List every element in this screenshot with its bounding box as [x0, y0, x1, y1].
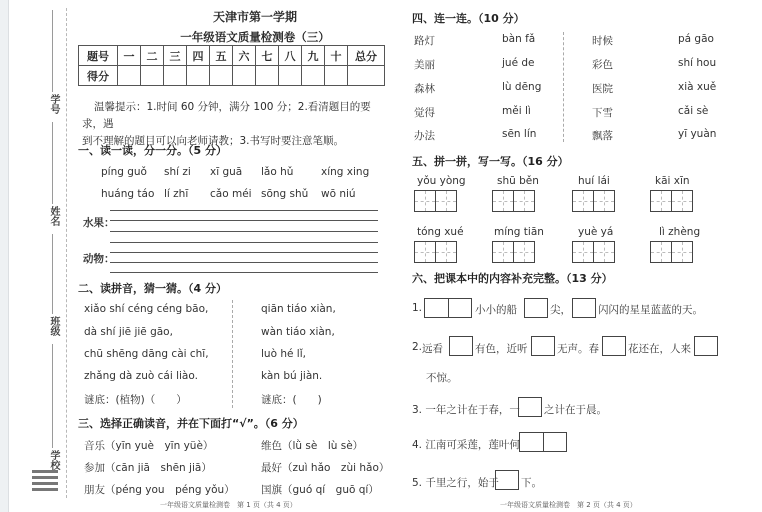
fill-box[interactable]	[531, 336, 555, 356]
fill-box[interactable]	[524, 298, 548, 318]
hint-line-1: 温馨提示：1.时间 60 分钟，满分 100 分；2.看清题目的要求，遇	[82, 101, 371, 130]
answer-line[interactable]	[110, 252, 378, 253]
reading-choice[interactable]: 国旗（guó qí guō qí）	[261, 484, 379, 496]
score-cell: 一	[118, 46, 141, 66]
binding-label-class: 班级	[48, 316, 59, 336]
fill-text: 不惊。	[426, 372, 458, 384]
match-right-pinyin[interactable]: pá gāo	[678, 33, 714, 45]
pinyin-word: huáng táo	[101, 188, 155, 200]
score-cell: 六	[233, 46, 256, 66]
writing-grid[interactable]	[572, 241, 615, 263]
fill-text: 5. 千里之行，始于	[412, 477, 499, 489]
match-left-pinyin[interactable]: bàn fǎ	[502, 33, 536, 45]
label-fruit: 水果：	[83, 217, 115, 229]
hint-line-2: 到不理解的题目可以向老师请教；3.书写时要注意笔顺。	[82, 135, 345, 147]
score-entry[interactable]	[325, 66, 348, 86]
riddle-left-line: zhǎng dà zuò cái liào.	[84, 370, 198, 382]
score-entry[interactable]	[302, 66, 325, 86]
fill-text: 之计在于晨。	[544, 404, 607, 416]
binding-dashed-line	[66, 8, 67, 498]
score-cell: 七	[256, 46, 279, 66]
fill-text: 花还在，人来	[628, 343, 691, 355]
riddle-left-answer[interactable]: 谜底：(植物)（ ）	[84, 394, 187, 406]
binding-label-name: 姓名	[48, 206, 59, 226]
match-left-word[interactable]: 办法	[414, 130, 435, 142]
score-entry[interactable]	[233, 66, 256, 86]
score-entry[interactable]	[187, 66, 210, 86]
fill-text: 闪闪的星星蓝蓝的天。	[598, 304, 703, 316]
score-cell: 九	[302, 46, 325, 66]
pinyin-word: píng guǒ	[101, 166, 147, 178]
binding-label-student-id: 学号	[48, 94, 59, 114]
riddle-right-line: luò hé lǐ,	[261, 348, 306, 360]
section-4-title: 四、连一连。（10 分）	[412, 12, 525, 25]
writing-grid[interactable]	[414, 241, 457, 263]
spelling-pinyin: lì zhèng	[659, 226, 701, 238]
answer-line[interactable]	[110, 272, 378, 273]
fill-text: 尖，	[550, 304, 571, 316]
match-right-word[interactable]: 下雪	[592, 107, 613, 119]
riddle-left-line: chū shēng dāng cài chī,	[84, 348, 209, 360]
fill-text: 小小的船	[475, 304, 517, 316]
match-right-pinyin[interactable]: cǎi sè	[678, 105, 709, 117]
pinyin-word: lí zhī	[164, 188, 189, 200]
score-table-score-row	[79, 66, 385, 86]
score-table	[78, 45, 385, 86]
riddle-left-line: xiǎo shí céng céng bāo,	[84, 303, 209, 315]
riddle-right-line: kàn bú jiàn.	[261, 370, 323, 382]
score-cell: 五	[210, 46, 233, 66]
reading-choice[interactable]: 最好（zuì hǎo zùi hǎo）	[261, 462, 390, 474]
score-entry[interactable]	[256, 66, 279, 86]
score-table-header-row	[79, 46, 385, 66]
score-cell: 三	[164, 46, 187, 66]
fill-number: 2.	[412, 341, 423, 353]
binding-line	[52, 10, 53, 92]
writing-grid[interactable]	[414, 190, 457, 212]
section-6-title: 六、把课本中的内容补充完整。（13 分）	[412, 272, 613, 285]
school-title: 天津市第一学期	[212, 10, 297, 24]
riddle-divider	[232, 300, 233, 408]
pinyin-word: shí zi	[164, 166, 191, 178]
fill-box[interactable]	[694, 336, 718, 356]
answer-line[interactable]	[110, 231, 378, 232]
fill-text: 4. 江南可采莲，莲叶何	[412, 439, 520, 451]
answer-line[interactable]	[110, 210, 378, 211]
fill-box[interactable]	[602, 336, 626, 356]
footer-left: 一年级语文质量检测卷 第 1 页（共 4 页）	[160, 501, 297, 509]
match-right-word[interactable]: 彩色	[592, 59, 613, 71]
spelling-pinyin: huí lái	[578, 175, 610, 187]
match-right-word[interactable]: 医院	[592, 83, 613, 95]
fill-box[interactable]	[519, 432, 567, 452]
fill-box[interactable]	[424, 298, 472, 318]
page-edge	[0, 0, 9, 512]
fill-box[interactable]	[495, 470, 519, 490]
pinyin-word: xī guā	[210, 166, 243, 178]
fill-number: 1.	[412, 302, 423, 314]
match-left-word[interactable]: 觉得	[414, 107, 435, 119]
score-row-label: 得分	[79, 66, 118, 86]
match-right-pinyin[interactable]: yī yuàn	[678, 128, 717, 140]
match-left-pinyin[interactable]: měi lì	[502, 105, 531, 117]
score-entry[interactable]	[141, 66, 164, 86]
pinyin-word: lǎo hǔ	[261, 166, 294, 178]
exam-title: 一年级语文质量检测卷（三）	[180, 30, 330, 44]
fill-box[interactable]	[449, 336, 473, 356]
fill-text: 无声。春	[557, 343, 599, 355]
match-right-word[interactable]: 时候	[592, 35, 613, 47]
spelling-pinyin: yuè yá	[578, 226, 614, 238]
spelling-pinyin: kāi xīn	[655, 175, 690, 187]
section-5-title: 五、拼一拼，写一写。（16 分）	[412, 155, 569, 168]
score-entry[interactable]	[164, 66, 187, 86]
match-left-pinyin[interactable]: lù dēng	[502, 81, 542, 93]
binding-line	[52, 122, 53, 204]
label-animal: 动物：	[83, 253, 115, 265]
writing-grid[interactable]	[572, 190, 615, 212]
match-right-word[interactable]: 飘落	[592, 130, 613, 142]
spelling-pinyin: shū běn	[497, 175, 539, 187]
score-cell: 二	[141, 46, 164, 66]
score-entry[interactable]	[210, 66, 233, 86]
spelling-pinyin: míng tiān	[494, 226, 544, 238]
writing-grid[interactable]	[492, 241, 535, 263]
matching-divider	[563, 32, 564, 142]
barcode-mark	[32, 470, 58, 500]
riddle-right-answer[interactable]: 谜底：( )	[261, 394, 322, 406]
match-right-pinyin[interactable]: xià xuě	[678, 81, 717, 93]
score-cell: 题号	[79, 46, 118, 66]
section-2-title: 二、读拼音，猜一猜。（4 分）	[78, 282, 227, 295]
binding-line	[52, 344, 53, 448]
spelling-pinyin: yǒu yòng	[417, 175, 466, 187]
answer-line[interactable]	[110, 242, 378, 243]
score-entry[interactable]	[348, 66, 385, 86]
match-left-pinyin[interactable]: jué de	[502, 57, 535, 69]
fill-text: 有色，近听	[475, 343, 528, 355]
section-1-title: 一、读一读，分一分。（5 分）	[78, 144, 227, 157]
fill-box[interactable]	[572, 298, 596, 318]
writing-grid[interactable]	[650, 241, 693, 263]
writing-grid[interactable]	[492, 190, 535, 212]
pinyin-word: xíng xing	[321, 166, 370, 178]
writing-grid[interactable]	[650, 190, 693, 212]
riddle-left-line: dà shí jiē jiē gāo,	[84, 326, 173, 338]
fill-text: 下。	[521, 477, 542, 489]
answer-line[interactable]	[110, 262, 378, 263]
match-left-word[interactable]: 森林	[414, 83, 435, 95]
footer-right: 一年级语文质量检测卷 第 2 页（共 4 页）	[500, 501, 637, 509]
pinyin-word: wō niú	[321, 188, 356, 200]
section-3-title: 三、选择正确读音，并在下面打“√”。（6 分）	[78, 417, 304, 430]
reading-choice[interactable]: 参加（cān jiā shēn jiā）	[84, 462, 212, 474]
pinyin-word: cǎo méi	[210, 188, 252, 200]
fill-text: 远看	[422, 343, 443, 355]
binding-label-school: 学校	[48, 450, 59, 470]
score-entry[interactable]	[279, 66, 302, 86]
score-cell: 十	[325, 46, 348, 66]
binding-line	[52, 234, 53, 314]
spelling-pinyin: tóng xué	[417, 226, 464, 238]
match-left-word[interactable]: 路灯	[414, 35, 435, 47]
match-left-word[interactable]: 美丽	[414, 59, 435, 71]
reading-choice[interactable]: 维色（lǜ sè lù sè）	[261, 440, 364, 452]
fill-text: 3. 一年之计在于春，一	[412, 404, 520, 416]
score-cell: 八	[279, 46, 302, 66]
riddle-right-line: qiān tiáo xiàn,	[261, 303, 336, 315]
match-right-pinyin[interactable]: shí hou	[678, 57, 717, 69]
score-entry[interactable]	[118, 66, 141, 86]
reading-choice[interactable]: 音乐（yīn yuè yīn yüè）	[84, 440, 214, 452]
pinyin-word: sōng shǔ	[261, 188, 309, 200]
riddle-right-line: wàn tiáo xiàn,	[261, 326, 335, 338]
score-cell: 总分	[348, 46, 385, 66]
reading-choice[interactable]: 朋友（péng you péng yǒu）	[84, 484, 235, 496]
answer-line[interactable]	[110, 220, 378, 221]
match-left-pinyin[interactable]: sēn lín	[502, 128, 537, 140]
fill-box[interactable]	[518, 397, 542, 417]
binding-margin	[0, 0, 62, 512]
score-cell: 四	[187, 46, 210, 66]
